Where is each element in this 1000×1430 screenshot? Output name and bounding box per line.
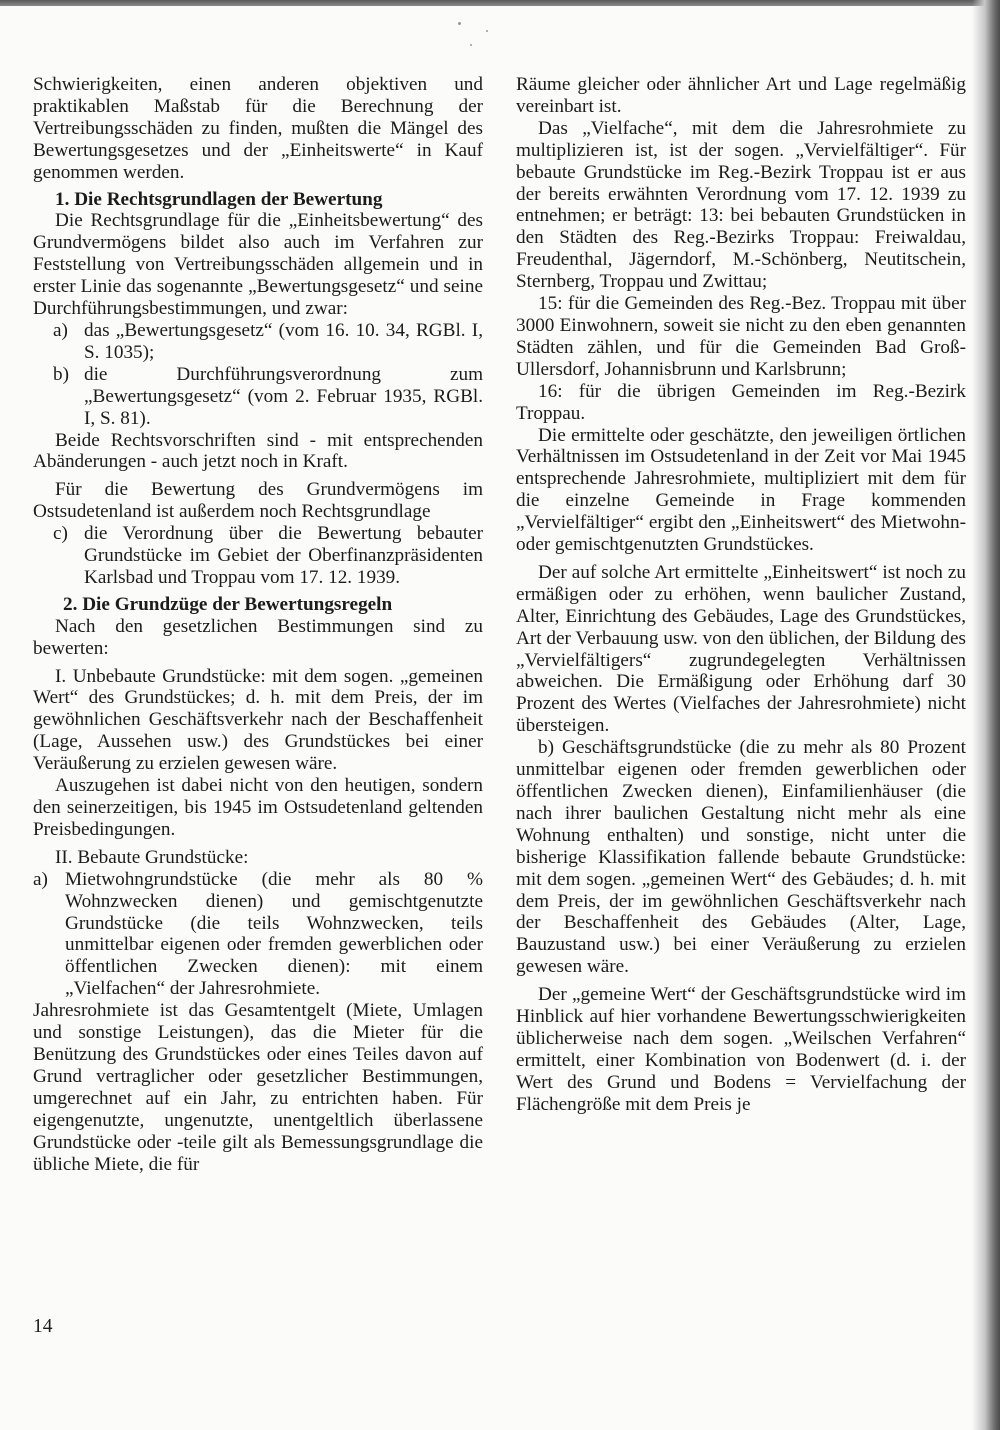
paragraph: Auszugehen ist dabei nicht von den heutigen, sondern den seinerzeitigen, bis 1945 im Ostsudetenland geltenden Preisbedingungen.: [33, 775, 483, 840]
paragraph: Der „gemeine Wert“ der Geschäftsgrundstücke wird im Hinblick auf hier vorhandene Bewertungsschwierigkeiten üblicherweise nach dem sogen. „Weilschen Verfahren“ ermittelt, einer Kombination von Bodenwert (d. i. der Wert des Grund und Bodens = Vervielfachung der Flächengröße mit dem Preis je: [516, 984, 966, 1115]
paragraph: Jahresrohmiete ist das Gesamtentgelt (Miete, Umlagen und sonstige Leistungen), das die Mieter für die Benützung des Grundstückes oder eines Teiles davon auf Grund vertraglicher oder gesetzlicher Bestimmungen, umgerechnet auf ein Jahr, zu entrichten haben. Für eigengenutzte, ungenutzte, unentgeltlich überlassene Grundstücke oder -teile gilt als Bemessungsgrundlage die übliche Miete, die für: [33, 1000, 483, 1175]
paragraph: Die Rechtsgrundlage für die „Einheitsbewertung“ des Grundvermögens bildet also auch im Verfahren zur Feststellung von Vertreibungsschäden allgemein und in erster Linie das sogenannte „Bewertungsgesetz“ und seine Durchführungsbestimmungen, und zwar:: [33, 210, 483, 320]
scan-speck: [458, 22, 461, 25]
scan-top-edge: [0, 0, 1000, 6]
paragraph: 16: für die übrigen Gemeinden im Reg.-Bezirk Troppau.: [516, 380, 966, 424]
paragraph: Die ermittelte oder geschätzte, den jeweiligen örtlichen Verhältnissen im Ostsudetenland in der Zeit vor Mai 1945 entsprechende Jahresrohmiete, multipliziert mit dem für die einzelne Gemeinde in Frage kommenden „Vervielfältiger“ ergibt den „Einheitswert“ des Mietwohn- oder gemischtgenutzten Grundstückes.: [516, 424, 966, 556]
list-label: b): [53, 363, 69, 385]
scan-speck: [470, 44, 472, 46]
paragraph: Nach den gesetzlichen Bestimmungen sind zu bewerten:: [33, 615, 483, 659]
page-number: 14: [33, 1316, 53, 1337]
list-item: [33, 523, 483, 589]
list-text: Mietwohngrundstücke (die mehr als 80 % Wohnzwecken dienen) und gemischtgenutzte Grundstücke (die teils Wohnzwecken, teils unmittelbar eigenen oder fremden gewerblichen oder öffentlichen Zwecken dienen): mit einem „Vielfachen“ der Jahresrohmiete.: [65, 868, 483, 1000]
section-heading-2: 2. Die Grundzüge der Bewertungsregeln: [63, 593, 393, 615]
section-heading-1: 1. Die Rechtsgrundlagen der Bewertung: [55, 188, 383, 210]
book-gutter-shadow: [972, 0, 1000, 1430]
list-text: die Durchführungsverordnung zum „Bewertungsgesetz“ (vom 2. Februar 1935, RGBl. I, S. 81).: [84, 363, 483, 429]
list-item: [33, 320, 483, 364]
paragraph: Das „Vielfache“, mit dem die Jahresrohmiete zu multiplizieren ist, ist der sogen. „Vervielfältiger“. Für bebaute Grundstücke im Reg.-Bezirk Troppau ist er aus der bereits erwähnten Verordnung vom 17. 12. 1939 zu entnehmen; er beträgt: 13: bei bebauten Grundstücken in den Städten des Reg.-Bezirks Troppau: Freiwaldau, Freudenthal, Jägerndorf, M.-Schönberg, Neutitschein, Sternberg, Troppau und Zwittau;: [516, 117, 966, 293]
paragraph: Für die Bewertung des Grundvermögens im Ostsudetenland ist außerdem noch Rechtsgrundlage: [33, 479, 483, 523]
scan-speck: [486, 30, 488, 32]
list-text: das „Bewertungsgesetz“ (vom 16. 10. 34, RGBl. I, S. 1035);: [84, 319, 483, 363]
paragraph: II. Bebaute Grundstücke:: [55, 846, 249, 868]
list-label: c): [53, 523, 68, 545]
paragraph: 15: für die Gemeinden des Reg.-Bez. Troppau mit über 3000 Einwohnern, soweit sie nicht zu den eben genannten Städten zählen, und für die Gemeinden Bad Groß-Ullersdorf, Johannisbrunn und Karlsbrunn;: [516, 293, 966, 380]
list-label: a): [53, 319, 68, 341]
paragraph: Beide Rechtsvorschriften sind - mit entsprechenden Abänderungen - auch jetzt noch in Kraft.: [33, 429, 483, 473]
paragraph: Räume gleicher oder ähnlicher Art und Lage regelmäßig vereinbart ist.: [516, 74, 966, 117]
list-text: die Verordnung über die Bewertung bebauter Grundstücke im Gebiet der Oberfinanzpräsidenten Karlsbad und Troppau vom 17. 12. 1939.: [84, 523, 483, 588]
paragraph: I. Unbebaute Grundstücke: mit dem sogen. „gemeinen Wert“ des Grundstückes; d. h. mit dem Preis, der im gewöhnlichen Geschäftsverkehr nach der Beschaffenheit (Lage, Aussehen usw.) des Grundstückes bei einer Veräußerung zu erzielen gewesen wäre.: [33, 665, 483, 775]
paragraph: b) Geschäftsgrundstücke (die zu mehr als 80 Prozent unmittelbar eigenen oder fremden gewerblichen oder öffentlichen Zwecken dienen), Einfamilienhäuser (die nach ihrer baulichen Gestaltung nicht mehr als eine Wohnung enthalten) und sonstige, nicht unter die bisherige Klassifikation fallende bebaute Grundstücke: mit dem sogen. „gemeinen Wert“ des Gebäudes; d. h. mit dem Preis, der im gewöhnlichen Geschäftsverkehr nach der Beschaffenheit des Gebäudes (Alter, Lage, Bauzustand usw.) bei einer Veräußerung zu erzielen gewesen wäre.: [516, 737, 966, 978]
list-label: a): [33, 868, 48, 890]
paragraph: Der auf solche Art ermittelte „Einheitswert“ ist noch zu ermäßigen oder zu erhöhen, wenn baulicher Zustand, Alter, Einrichtung des Gebäudes, Lage des Grundstückes, Art der Verbauung usw. von den üblichen, der Bildung des „Vervielfältigers“ zugrundegelegten Verhältnissen abweichen. Die Ermäßigung oder Erhöhung darf 30 Prozent des Wertes (Vielfaches der Jahresrohmiete) nicht übersteigen.: [516, 561, 966, 737]
list-item: [33, 364, 483, 430]
list-item: [33, 869, 483, 1000]
left-column: [33, 74, 483, 1175]
paragraph: Schwierigkeiten, einen anderen objektiven und praktikablen Maßstab für die Berechnung der Vertreibungsschäden zu finden, mußten die Mängel des Bewertungsgesetzes und der „Einheitswerte“ in Kauf genommen werden.: [33, 74, 483, 183]
right-column: [516, 74, 966, 1116]
